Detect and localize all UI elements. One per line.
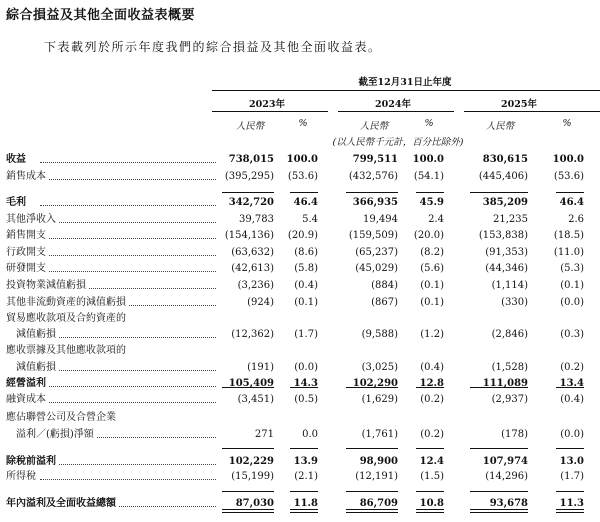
row-value: (159,509) bbox=[348, 230, 398, 241]
subtotal-rule-18 bbox=[556, 448, 584, 449]
row-value: (14,296) bbox=[485, 471, 528, 482]
subtotal-rule-10 bbox=[416, 387, 444, 388]
subtotal-rule-23 bbox=[470, 491, 528, 492]
row-value: (18.5) bbox=[553, 230, 584, 241]
row-value: (20.9) bbox=[287, 230, 318, 241]
row-label: 研發開支 bbox=[6, 263, 46, 274]
row-value: (153,838) bbox=[478, 230, 528, 241]
table-row bbox=[0, 279, 600, 292]
row-value: (867) bbox=[371, 297, 398, 308]
row-value: (330) bbox=[501, 297, 528, 308]
subtotal-rule-11 bbox=[470, 387, 528, 388]
row-label: 年內溢利及全面收益總額 bbox=[6, 498, 116, 509]
subtotal-rule-14 bbox=[290, 448, 318, 449]
row-label: 所得稅 bbox=[6, 471, 36, 482]
row-value: 111,089 bbox=[482, 378, 528, 389]
total-double-rule-3 bbox=[346, 509, 398, 513]
row-value: (0.2) bbox=[420, 394, 444, 405]
year-rule-2024 bbox=[338, 111, 454, 112]
row-value: (1.2) bbox=[420, 329, 444, 340]
intro-text: 下表載列於所示年度我們的綜合損益及其他全面收益表。 bbox=[44, 40, 382, 54]
row-value: 12.4 bbox=[419, 456, 444, 467]
row-value: 46.4 bbox=[559, 197, 584, 208]
dot-leader bbox=[40, 271, 216, 272]
row-value: (1.5) bbox=[420, 471, 444, 482]
row-value: 105,409 bbox=[228, 378, 274, 389]
subtotal-rule-5 bbox=[470, 192, 528, 193]
row-value: 0.0 bbox=[302, 429, 318, 440]
row-value: 45.9 bbox=[419, 197, 444, 208]
row-value: (0.2) bbox=[420, 429, 444, 440]
row-value: 86,709 bbox=[359, 498, 398, 509]
subtotal-rule-1 bbox=[222, 192, 274, 193]
row-value: 14.3 bbox=[293, 378, 318, 389]
period-header: 截至12月31日止年度 bbox=[358, 77, 452, 88]
row-value: 799,511 bbox=[352, 154, 398, 165]
dot-leader bbox=[40, 162, 216, 163]
dot-leader bbox=[40, 479, 216, 480]
table-row bbox=[0, 411, 600, 424]
row-value: (5.8) bbox=[294, 263, 318, 274]
row-label: 經營溢利 bbox=[6, 378, 46, 389]
table-row bbox=[0, 377, 600, 390]
row-label: 行政開支 bbox=[6, 247, 46, 258]
row-value: (53.6) bbox=[553, 171, 584, 182]
subtotal-rule-8 bbox=[290, 387, 318, 388]
total-double-rule-1 bbox=[222, 509, 274, 513]
row-label: 溢利／(虧損)淨額 bbox=[6, 429, 94, 440]
table-row bbox=[0, 361, 600, 374]
subtotal-rule-9 bbox=[346, 387, 398, 388]
table-row bbox=[0, 428, 600, 441]
dot-leader bbox=[40, 255, 216, 256]
table-row bbox=[0, 170, 600, 183]
row-value: (924) bbox=[247, 297, 274, 308]
row-label: 減值虧損 bbox=[6, 362, 56, 373]
row-value: (1,114) bbox=[491, 280, 528, 291]
subtotal-rule-3 bbox=[346, 192, 398, 193]
row-value: (12,362) bbox=[231, 329, 274, 340]
row-value: (3,451) bbox=[237, 394, 274, 405]
row-value: 13.9 bbox=[293, 456, 318, 467]
row-value: 87,030 bbox=[235, 498, 274, 509]
row-value: (2,846) bbox=[491, 329, 528, 340]
row-label: 融資成本 bbox=[6, 394, 46, 405]
table-row bbox=[0, 153, 600, 166]
row-label: 其他非流動資產的減值虧損 bbox=[6, 297, 126, 308]
row-value: (53.6) bbox=[287, 171, 318, 182]
row-value: (1,528) bbox=[491, 362, 528, 373]
row-label: 應佔聯營公司及合營企業 bbox=[6, 412, 116, 423]
subtotal-rule-12 bbox=[556, 387, 584, 388]
row-value: 271 bbox=[254, 429, 274, 440]
year-rule-2023 bbox=[212, 111, 328, 112]
row-value: 39,783 bbox=[239, 214, 274, 225]
total-double-rule-2 bbox=[290, 509, 318, 513]
row-value: (11.0) bbox=[553, 247, 584, 258]
table-row bbox=[0, 393, 600, 406]
dot-leader bbox=[40, 238, 216, 239]
row-value: (1.7) bbox=[560, 471, 584, 482]
row-value: (91,353) bbox=[485, 247, 528, 258]
row-value: 102,290 bbox=[352, 378, 398, 389]
row-value: 2.4 bbox=[428, 214, 444, 225]
year-2025: 2025年 bbox=[501, 99, 537, 110]
subtotal-rule-22 bbox=[416, 491, 444, 492]
dot-leader bbox=[40, 464, 216, 465]
row-value: (65,237) bbox=[355, 247, 398, 258]
row-value: 5.4 bbox=[302, 214, 318, 225]
total-double-rule-4 bbox=[416, 509, 444, 513]
row-value: (178) bbox=[501, 429, 528, 440]
section-heading: 綜合損益及其他全面收益表概要 bbox=[6, 8, 196, 23]
currency-label-2023: 人民幣 bbox=[235, 121, 265, 132]
table-row bbox=[0, 344, 600, 357]
row-value: (5.6) bbox=[420, 263, 444, 274]
row-value: (0.5) bbox=[294, 394, 318, 405]
row-value: (8.2) bbox=[420, 247, 444, 258]
subtotal-rule-4 bbox=[416, 192, 444, 193]
subtotal-rule-13 bbox=[222, 448, 274, 449]
row-value: 2.6 bbox=[568, 214, 584, 225]
row-value: (8.6) bbox=[294, 247, 318, 258]
dot-leader bbox=[40, 205, 216, 206]
row-value: 385,209 bbox=[482, 197, 528, 208]
row-value: 46.4 bbox=[293, 197, 318, 208]
row-value: 21,235 bbox=[493, 214, 528, 225]
row-value: (0.0) bbox=[560, 297, 584, 308]
row-value: 100.0 bbox=[552, 154, 584, 165]
table-row bbox=[0, 246, 600, 259]
year-rule-2025 bbox=[464, 111, 600, 112]
row-label: 除稅前溢利 bbox=[6, 456, 56, 467]
subtotal-rule-2 bbox=[290, 192, 318, 193]
header-rule-top bbox=[212, 90, 600, 91]
row-value: 100.0 bbox=[286, 154, 318, 165]
row-value: 100.0 bbox=[412, 154, 444, 165]
row-value: (0.4) bbox=[420, 362, 444, 373]
year-2023: 2023年 bbox=[249, 99, 285, 110]
row-value: (445,406) bbox=[478, 171, 528, 182]
subtotal-rule-17 bbox=[470, 448, 528, 449]
row-value: 10.8 bbox=[419, 498, 444, 509]
row-value: 738,015 bbox=[228, 154, 274, 165]
subtotal-rule-15 bbox=[346, 448, 398, 449]
row-value: (395,295) bbox=[224, 171, 274, 182]
row-label: 減值虧損 bbox=[6, 329, 56, 340]
row-value: (1,761) bbox=[361, 429, 398, 440]
dot-leader bbox=[40, 370, 216, 371]
row-value: (191) bbox=[247, 362, 274, 373]
row-value: (0.1) bbox=[420, 297, 444, 308]
row-label: 貿易應收款項及合約資產的 bbox=[6, 313, 126, 324]
subtotal-rule-16 bbox=[416, 448, 444, 449]
subtotal-rule-20 bbox=[290, 491, 318, 492]
row-value: 13.4 bbox=[559, 378, 584, 389]
currency-label-2025: 人民幣 bbox=[485, 121, 515, 132]
row-value: 98,900 bbox=[359, 456, 398, 467]
row-value: (0.1) bbox=[294, 297, 318, 308]
row-value: (0.4) bbox=[294, 280, 318, 291]
row-value: 93,678 bbox=[489, 498, 528, 509]
row-value: 342,720 bbox=[228, 197, 274, 208]
row-value: 102,229 bbox=[228, 456, 274, 467]
row-label: 收益 bbox=[6, 154, 26, 165]
currency-label-2024: 人民幣 bbox=[359, 121, 389, 132]
dot-leader bbox=[40, 337, 216, 338]
row-value: (20.0) bbox=[413, 230, 444, 241]
row-value: (0.4) bbox=[560, 394, 584, 405]
table-row bbox=[0, 455, 600, 468]
table-row bbox=[0, 196, 600, 209]
row-value: (5.3) bbox=[560, 263, 584, 274]
row-label: 銷售成本 bbox=[6, 171, 46, 182]
subtotal-rule-6 bbox=[556, 192, 584, 193]
row-value: 366,935 bbox=[352, 197, 398, 208]
year-2024: 2024年 bbox=[375, 99, 411, 110]
row-value: (884) bbox=[371, 280, 398, 291]
row-label: 應收票據及其他應收款項的 bbox=[6, 345, 126, 356]
row-value: (2,937) bbox=[491, 394, 528, 405]
subtotal-rule-24 bbox=[556, 491, 584, 492]
row-value: 11.8 bbox=[293, 498, 318, 509]
table-row bbox=[0, 262, 600, 275]
row-label: 其他淨收入 bbox=[6, 214, 56, 225]
row-value: (154,136) bbox=[224, 230, 274, 241]
row-value: (1.7) bbox=[294, 329, 318, 340]
row-value: (0.3) bbox=[560, 329, 584, 340]
row-value: (54.1) bbox=[413, 171, 444, 182]
row-value: (42,613) bbox=[231, 263, 274, 274]
percent-label-2025: % bbox=[562, 118, 572, 129]
row-value: (0.0) bbox=[560, 429, 584, 440]
row-value: (45,029) bbox=[355, 263, 398, 274]
row-value: (1,629) bbox=[361, 394, 398, 405]
row-value: 11.3 bbox=[559, 498, 584, 509]
total-double-rule-5 bbox=[470, 509, 528, 513]
row-value: (432,576) bbox=[348, 171, 398, 182]
row-value: (9,588) bbox=[361, 329, 398, 340]
dot-leader bbox=[40, 222, 216, 223]
row-value: (2.1) bbox=[294, 471, 318, 482]
row-label: 毛利 bbox=[6, 197, 26, 208]
row-value: (0.2) bbox=[560, 362, 584, 373]
table-row bbox=[0, 213, 600, 226]
row-value: 19,494 bbox=[363, 214, 398, 225]
row-value: (0.1) bbox=[560, 280, 584, 291]
row-label: 銷售開支 bbox=[6, 230, 46, 241]
table-row bbox=[0, 470, 600, 483]
table-row bbox=[0, 328, 600, 341]
dot-leader bbox=[40, 179, 216, 180]
row-value: (0.1) bbox=[420, 280, 444, 291]
row-value: (3,236) bbox=[237, 280, 274, 291]
row-value: (44,346) bbox=[485, 263, 528, 274]
subtotal-rule-7 bbox=[222, 387, 274, 388]
row-value: (0.0) bbox=[294, 362, 318, 373]
row-value: (12,191) bbox=[355, 471, 398, 482]
total-double-rule-6 bbox=[556, 509, 584, 513]
dot-leader bbox=[40, 386, 216, 387]
percent-label-2024: % bbox=[424, 118, 434, 129]
percent-label-2023: % bbox=[298, 118, 308, 129]
row-value: (15,199) bbox=[231, 471, 274, 482]
row-value: (63,632) bbox=[231, 247, 274, 258]
unit-note: (以人民幣千元計，百分比除外) bbox=[332, 137, 464, 148]
table-row bbox=[0, 229, 600, 242]
row-label: 投資物業減值虧損 bbox=[6, 280, 86, 291]
subtotal-rule-19 bbox=[222, 491, 274, 492]
subtotal-rule-21 bbox=[346, 491, 398, 492]
table-row bbox=[0, 312, 600, 325]
row-value: 12.8 bbox=[419, 378, 444, 389]
row-value: 830,615 bbox=[482, 154, 528, 165]
dot-leader bbox=[40, 402, 216, 403]
row-value: 107,974 bbox=[482, 456, 528, 467]
row-value: 13.0 bbox=[559, 456, 584, 467]
row-value: (3,025) bbox=[361, 362, 398, 373]
table-row bbox=[0, 296, 600, 309]
